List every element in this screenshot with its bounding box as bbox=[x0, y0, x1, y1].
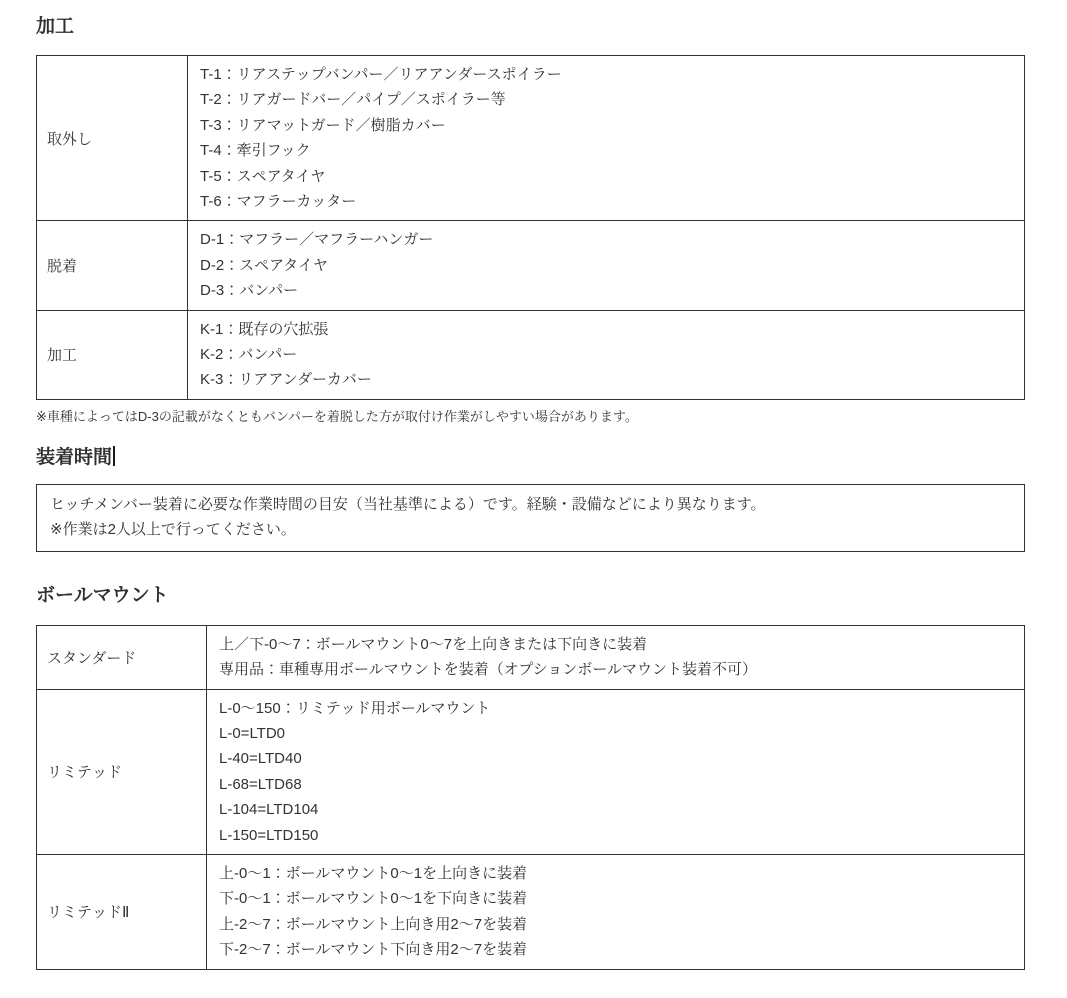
row-header-standard: スタンダード bbox=[37, 625, 207, 689]
list-item: D-3：バンパー bbox=[200, 282, 299, 300]
section-heading-installation-time bbox=[36, 446, 1029, 469]
ball-mount-table bbox=[36, 625, 1025, 970]
row-cell-removal-items bbox=[188, 56, 1025, 221]
row-header-processing: 加工 bbox=[37, 310, 188, 399]
section-heading-installation-time-label: 装着時間 bbox=[36, 446, 113, 468]
row-cell-limited-items bbox=[207, 689, 1025, 854]
list-item: K-1：既存の穴拡張 bbox=[200, 320, 329, 338]
table-row bbox=[37, 56, 1025, 221]
row-header-removal: 取外し bbox=[37, 56, 188, 221]
list-item: T-3：リアマットガード／樹脂カバー bbox=[200, 116, 446, 134]
list-item: 下-0～1：ボールマウント0～1を下向きに装着 bbox=[219, 890, 528, 908]
list-item: T-4：牽引フック bbox=[200, 142, 311, 160]
list-item: L-68=LTD68 bbox=[219, 775, 302, 793]
row-header-limited-2: リミテッドⅡ bbox=[37, 854, 207, 969]
section-heading-ball-mount: ボールマウント bbox=[36, 584, 169, 606]
list-item: T-1：リアステップバンパー／リアアンダースポイラー bbox=[200, 66, 562, 83]
row-cell-processing-items bbox=[188, 310, 1025, 399]
text-cursor-caret bbox=[113, 446, 115, 466]
row-header-limited: リミテッド bbox=[37, 689, 207, 854]
installation-time-note-box bbox=[36, 484, 1025, 552]
row-cell-limited-2-items bbox=[207, 854, 1025, 969]
list-item: L-150=LTD150 bbox=[219, 826, 319, 844]
list-item: T-2：リアガードバー／パイプ／スポイラー等 bbox=[200, 91, 506, 109]
note-line: ヒッチメンバー装着に必要な作業時間の目安（当社基準による）です。経験・設備などにより異なります。 bbox=[50, 495, 766, 513]
list-item: 専用品：車種専用ボールマウントを装着（オプションボールマウント装着不可） bbox=[219, 661, 758, 679]
list-item: D-2：スペアタイヤ bbox=[200, 256, 328, 274]
list-item: 上／下-0～7：ボールマウント0～7を上向きまたは下向きに装着 bbox=[219, 635, 648, 653]
list-item: K-2：バンパー bbox=[200, 346, 298, 364]
list-item: L-104=LTD104 bbox=[219, 801, 319, 819]
list-item: K-3：リアアンダーカバー bbox=[200, 371, 372, 389]
list-item: T-5：スペアタイヤ bbox=[200, 167, 326, 185]
list-item: 上-0～1：ボールマウント0～1を上向きに装着 bbox=[219, 864, 528, 882]
row-cell-standard-items bbox=[207, 625, 1025, 689]
table-row bbox=[37, 310, 1025, 399]
table-row bbox=[37, 625, 1025, 689]
list-item: T-6：マフラーカッター bbox=[200, 193, 357, 211]
list-item: 下-2～7：ボールマウント下向き用2～7を装着 bbox=[219, 941, 528, 959]
table-row bbox=[37, 221, 1025, 310]
list-item: 上-2～7：ボールマウント上向き用2～7を装着 bbox=[219, 915, 528, 933]
list-item: L-40=LTD40 bbox=[219, 750, 302, 768]
footnote-d3-bumper: ※車種によってはD-3の記載がなくともバンパーを着脱した方が取付け作業がしやすい場合があります。 bbox=[36, 408, 638, 424]
note-line: ※作業は2人以上で行ってください。 bbox=[50, 521, 296, 539]
list-item: L-0～150：リミテッド用ボールマウント bbox=[219, 699, 491, 717]
row-cell-detach-items bbox=[188, 221, 1025, 310]
processing-table bbox=[36, 55, 1025, 400]
list-item: L-0=LTD0 bbox=[219, 724, 286, 742]
list-item: D-1：マフラー／マフラーハンガー bbox=[200, 231, 434, 249]
row-header-detach: 脱着 bbox=[37, 221, 188, 310]
table-row bbox=[37, 854, 1025, 969]
table-row bbox=[37, 689, 1025, 854]
section-heading-processing: 加工 bbox=[36, 16, 75, 37]
